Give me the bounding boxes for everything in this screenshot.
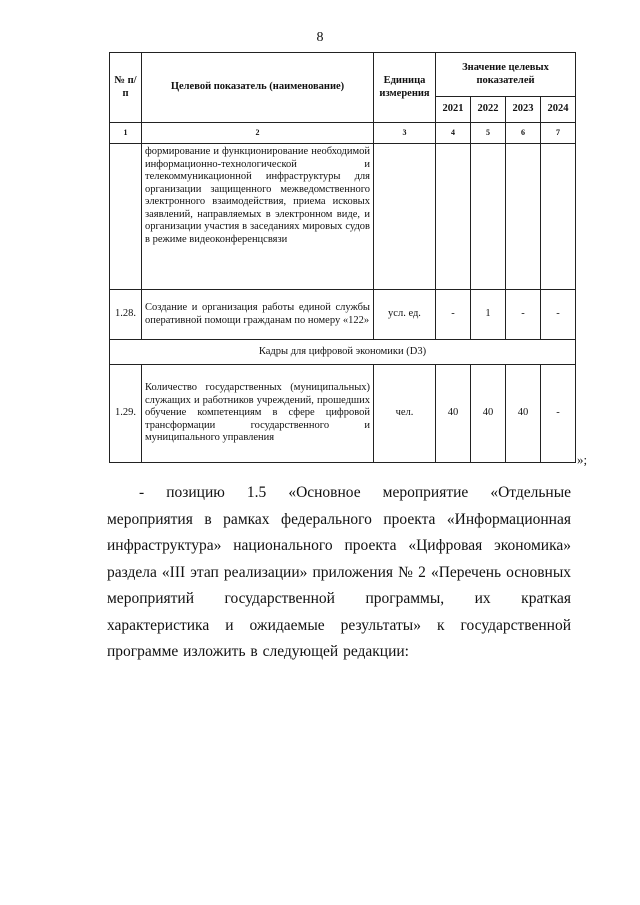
row-unit: усл. ед. <box>374 290 436 340</box>
header-year: 2024 <box>541 97 576 123</box>
header-year: 2023 <box>506 97 541 123</box>
row-value: - <box>541 365 576 463</box>
header-year: 2021 <box>436 97 471 123</box>
body-paragraph: - позицию 1.5 «Основное мероприятие «Отдельные мероприятия в рамках федерального проекта «Информационная инфраструктура» национального проекта «Цифровая экономика» раздела «III этап реализации» приложения № 2 «Перечень основных мероприятий государственной программы, их краткая характеристика и ожидаемые результаты» к государственной программе изложить в следующей редакции: <box>107 484 571 660</box>
closing-quote: »; <box>577 452 588 467</box>
column-number: 7 <box>541 123 576 144</box>
column-number: 1 <box>110 123 142 144</box>
table-row <box>110 144 576 290</box>
column-number: 2 <box>142 123 374 144</box>
section-row <box>110 340 576 365</box>
header-num: № п/п <box>110 53 142 123</box>
row-indicator: формирование и функционирование необходимой информационно-технологической и телекоммуникационной инфраструктуры для организации защищенного межведомственного электронного взаимодействия, приема исковых заявлений, направляемых в электронном виде, и организации участия в заседаниях мировых судов в режиме видеоконференцсвязи <box>142 144 374 290</box>
header-unit: Единица измерения <box>374 53 436 123</box>
row-unit: чел. <box>374 365 436 463</box>
row-value <box>541 144 576 290</box>
column-number: 6 <box>506 123 541 144</box>
column-number: 5 <box>471 123 506 144</box>
table-row <box>110 365 576 463</box>
row-num: 1.29. <box>110 365 142 463</box>
row-num <box>110 144 142 290</box>
row-indicator: Количество государственных (муниципальных) служащих и работников учреждений, прошедших обучение компетенциям в сфере цифровой трансформации государственного и муниципального управления <box>142 365 374 463</box>
column-number: 3 <box>374 123 436 144</box>
row-value: - <box>541 290 576 340</box>
header-year: 2022 <box>471 97 506 123</box>
row-value <box>506 144 541 290</box>
section-title: Кадры для цифровой экономики (D3) <box>110 340 576 365</box>
row-value: 40 <box>436 365 471 463</box>
row-value <box>471 144 506 290</box>
table-row <box>110 290 576 340</box>
page-number: 8 <box>316 30 324 45</box>
header-indicator: Целевой показатель (наименование) <box>142 53 374 123</box>
row-value: - <box>506 290 541 340</box>
column-number: 4 <box>436 123 471 144</box>
row-value: 1 <box>471 290 506 340</box>
row-value: 40 <box>471 365 506 463</box>
header-values-group: Значение целевых показателей <box>436 53 576 97</box>
row-value <box>436 144 471 290</box>
row-num: 1.28. <box>110 290 142 340</box>
row-value: - <box>436 290 471 340</box>
indicators-table <box>109 52 576 463</box>
row-indicator: Создание и организация работы единой службы оперативной помощи гражданам по номеру «122» <box>142 290 374 340</box>
row-unit <box>374 144 436 290</box>
column-number-row <box>110 123 576 144</box>
row-value: 40 <box>506 365 541 463</box>
